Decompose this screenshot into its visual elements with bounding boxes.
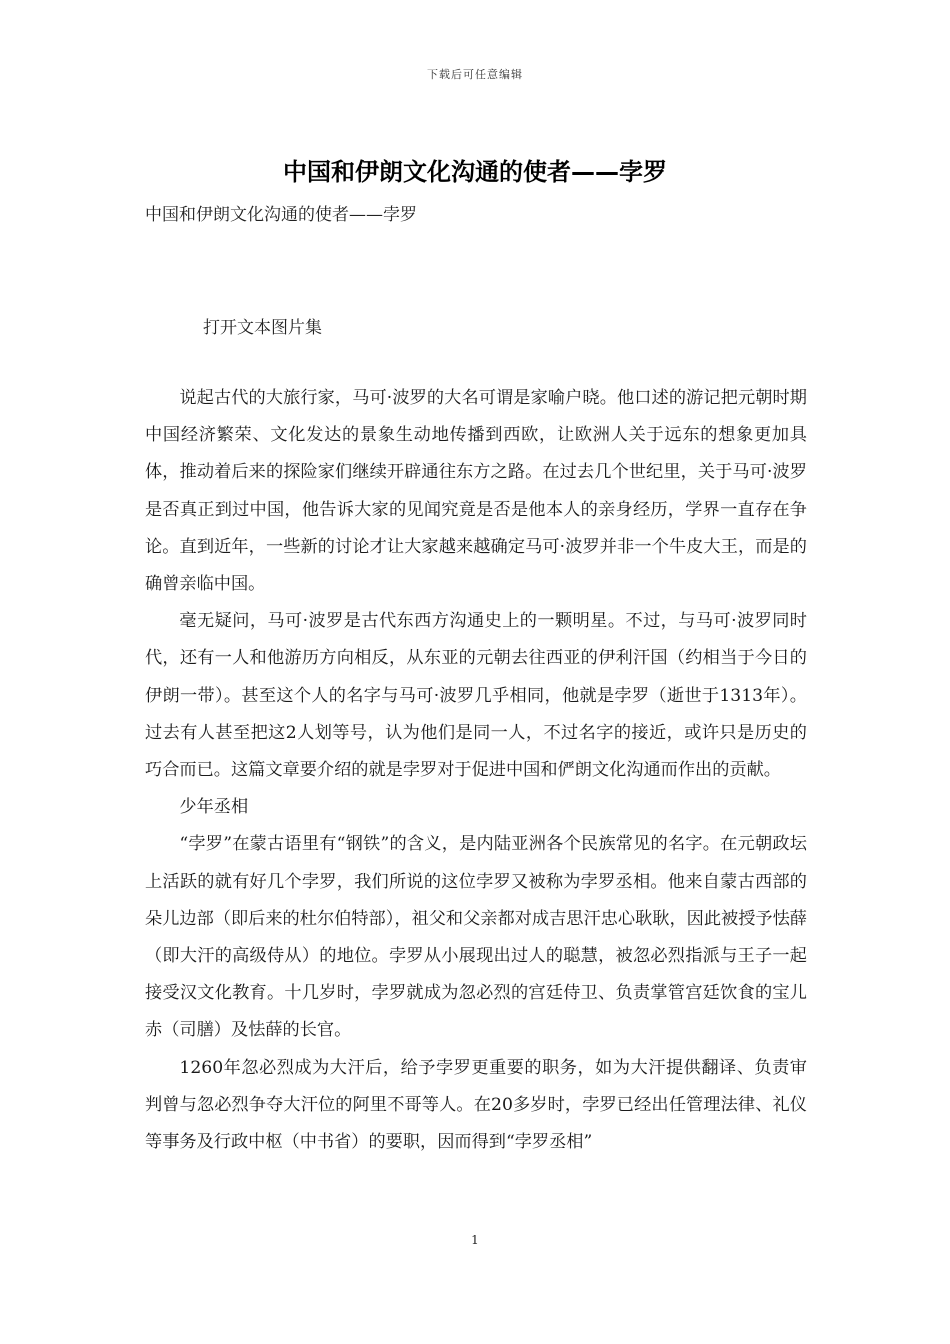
section-heading: 少年丞相: [179, 797, 249, 818]
article-body: [145, 380, 807, 1161]
page-header: 下载后可任意编辑: [427, 68, 523, 81]
paragraph: “孛罗”在蒙古语里有“钢铁”的含义，是内陆亚洲各个民族常见的名字。在元朝政坛上活跃的就有好几个孛罗，我们所说的这位孛罗又被称为孛罗丞相。他来自蒙古西部的朵儿边部（即后来的杜尔伯特部），祖父和父亲都对成吉思汗忠心耿耿，因此被授予怯薛（即大汗的高级侍从）的地位。孛罗从小展现出过人的聪慧，被忽必烈指派与王子一起接受汉文化教育。十几岁时，孛罗就成为忽必烈的宫廷侍卫、负责掌管宫廷饮食的宝儿赤（司膳）及怯薛的长官。: [145, 834, 807, 1041]
open-image-gallery-link[interactable]: 打开文本图片集: [203, 318, 322, 338]
document-subtitle: 中国和伊朗文化沟通的使者——孛罗: [145, 205, 417, 225]
paragraph: 说起古代的大旅行家，马可·波罗的大名可谓是家喻户晓。他口述的游记把元朝时期中国经济繁荣、文化发达的景象生动地传播到西欧，让欧洲人关于远东的想象更加具体，推动着后来的探险家们继续开辟通往东方之路。在过去几个世纪里，关于马可·波罗是否真正到过中国，他告诉大家的见闻究竟是否是他本人的亲身经历，学界一直存在争论。直到近年，一些新的讨论才让大家越来越确定马可·波罗并非一个牛皮大王，而是的确曾亲临中国。: [145, 388, 807, 595]
paragraph: 1260年忽必烈成为大汗后，给予孛罗更重要的职务，如为大汗提供翻译、负责审判曾与忽必烈争夺大汗位的阿里不哥等人。在20多岁时，孛罗已经出任管理法律、礼仪等事务及行政中枢（中书省）的要职，因而得到“孛罗丞相”: [145, 1057, 807, 1153]
document-title: 中国和伊朗文化沟通的使者——孛罗: [283, 158, 667, 186]
paragraph: 毫无疑问，马可·波罗是古代东西方沟通史上的一颗明星。不过，与马可·波罗同时代，还有一人和他游历方向相反，从东亚的元朝去往西亚的伊利汗国（约相当于今日的伊朗一带）。甚至这个人的名字与马可·波罗几乎相同，他就是孛罗（逝世于1313年）。过去有人甚至把这2人划等号，认为他们是同一人，不过名字的接近，或许只是历史的巧合而已。这篇文章要介绍的就是孛罗对于促进中国和俨朗文化沟通而作出的贡献。: [145, 611, 807, 781]
page-number: 1: [471, 1233, 479, 1247]
